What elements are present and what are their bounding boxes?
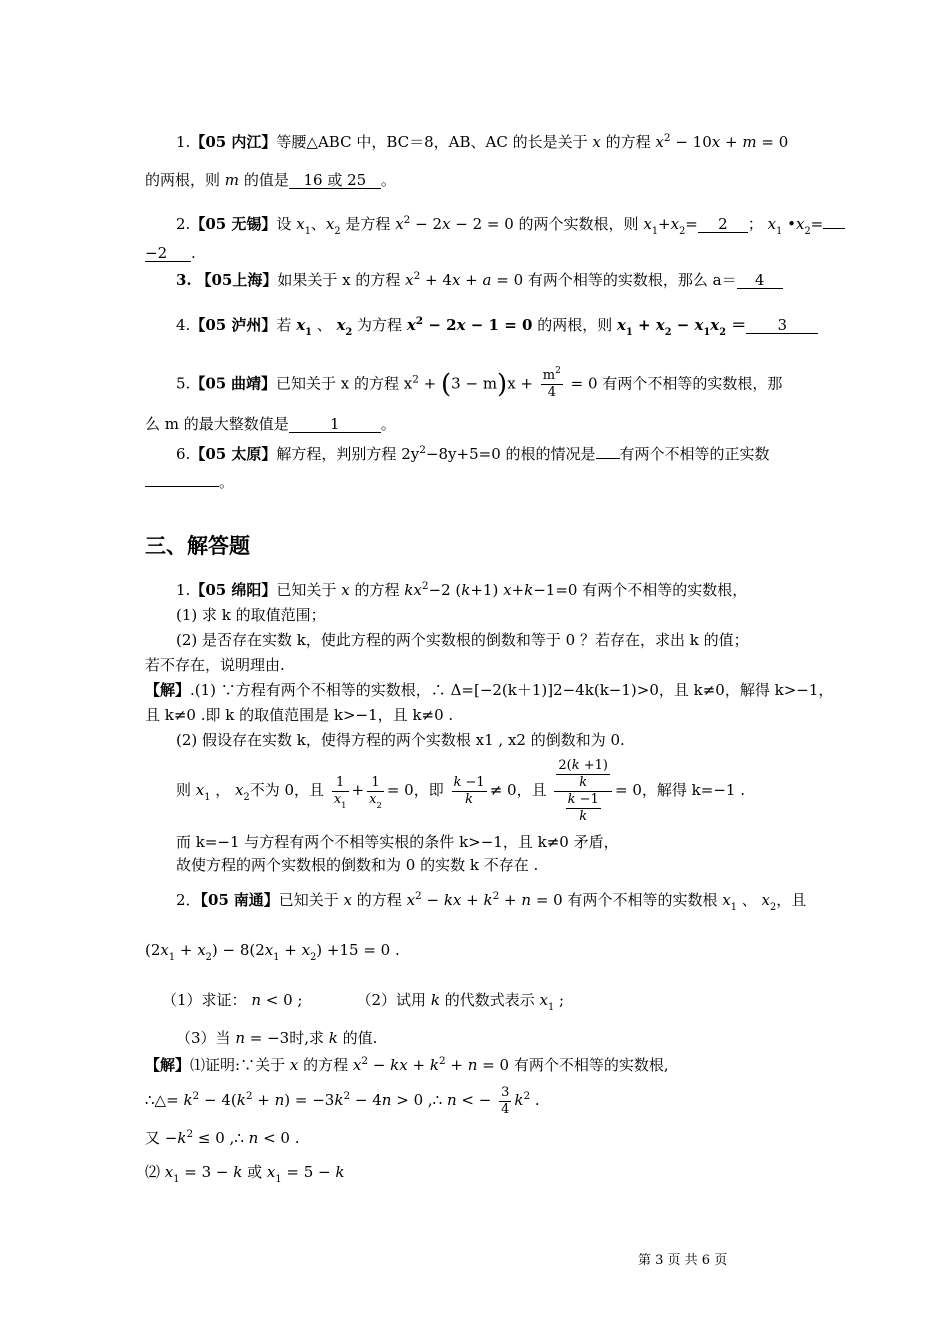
question-2-solution-line-1: 【解】⑴证明:∵关于 x 的方程 $x^2$ − kx + $k^2 + n = 0$ 有两个不相等的实数根, xyxy=(145,1055,669,1074)
question-2-parts-1-2: （1）求证： n < 0 ; （2）试用 k 的代数式表示 $x_1$ ; xyxy=(162,991,564,1013)
question-1-solution-line-3: (2) 假设存在实数 k，使得方程的两个实数根 x1 , x2 的倒数和为 0. xyxy=(176,731,625,749)
question-1-solution-line-2: 且 k≠0 .即 k 的取值范围是 k>−1，且 k≠0 . xyxy=(145,706,454,724)
page-footer: 第 3 页 共 6 页 xyxy=(638,1253,728,1268)
question-1-solution-line-4: 则 $x_1$ ， $x_2$不为 0，且 $\frac{1}{x_1}$ + $\frac{1}{x_2}$ = 0，即 $\frac{k -1}{k}$ ≠ 0，且 $\frac{2(k +1)}{k}$ $\frac{k -1}{k}$ = 0，解得 k=−1 . xyxy=(176,757,745,824)
fill-question-5-line-1: 5.【05 曲靖】已知关于 x 的方程 $x^2 + (3 - m)x$ + $\frac{m^2}{4}$ = 0 有两个不相等的实数根，那 xyxy=(176,366,783,400)
question-2-solution-line-3: 又 $-k^2 \le 0$ ,∴ n < 0 . xyxy=(145,1128,300,1147)
answer-blank xyxy=(596,440,620,459)
question-2-solution-line-2: ∴△= $k^2 - 4(k^2 + n) = -3k^2 - 4n > 0$ ,∴ n < − $\frac{3}{4}$ $k^2$ . xyxy=(145,1084,540,1117)
section-title: 三、解答题 xyxy=(145,534,250,558)
answer-blank: −2 xyxy=(145,243,191,262)
fill-question-2-line-2: −2 . xyxy=(145,244,196,262)
question-1-part-1: (1) 求 k 的取值范围； xyxy=(176,606,326,624)
question-1-solution-line-6: 故使方程的两个实数根的倒数和为 0 的实数 k 不存在 . xyxy=(176,856,539,874)
question-2-solution-line-4: ⑵ $x_1 = 3 - k$ 或 $x_1 = 5 - k$ xyxy=(145,1163,345,1185)
fill-question-2-line-1: 2.【05 无锡】设 $x_1$、$x_2$ 是方程 $x^2 - 2x - 2 = 0$ 的两个实数根，则 $x_1+x_2= 2$ ； $x_1$ $•x_2=$ xyxy=(176,210,845,234)
fill-question-6-line-2: 。 xyxy=(145,468,234,492)
fill-question-1-line-1: 1.【05 内江】等腰△ABC 中，BC＝8，AB、AC 的长是关于 x 的方程 $x^2 - 10x + m = 0$ xyxy=(176,132,789,151)
answer-blank xyxy=(145,468,219,487)
answer-blank: 2 xyxy=(698,214,748,233)
question-1-solution-line-1: 【解】.(1) ∵方程有两个不相等的实数根，∴ Δ=[−2(k＋1)]2−4k(k−1)>0，且 k≠0，解得 k>−1， xyxy=(145,681,834,699)
answer-blank: 4 xyxy=(737,270,783,289)
fill-question-5-line-2: 么 m 的最大整数值是 1 。 xyxy=(145,415,396,433)
question-1-part-2: (2) 是否存在实数 k，使此方程的两个实数根的倒数和等于 0 ？若存在，求出 k 的值； xyxy=(176,631,749,649)
question-1-solution-line-5: 而 k=−1 与方程有两个不相等实根的条件 k>−1，且 k≠0 矛盾， xyxy=(176,833,619,851)
question-2-stem: 2．【05 南通】已知关于 x 的方程 $x^2$ − kx + $k^2 + n = 0$ 有两个不相等的实数根 $x_1$ 、 $x_2$，且 xyxy=(176,890,807,913)
answer-blank xyxy=(823,210,845,229)
fill-question-3: 3. 【05上海】如果关于 x 的方程 $x^2 + 4x + a = 0$ 有两个相等的实数根，那么 a＝ 4 xyxy=(176,270,783,290)
question-1-part-2-cont: 若不存在，说明理由. xyxy=(145,656,285,674)
question-2-part-3: （3）当 n = −3时,求 k 的值. xyxy=(176,1029,378,1047)
question-1-stem: 1.【05 绵阳】已知关于 x 的方程 $kx^2-2$ (k+1) x+k−1=0 有两个不相等的实数根， xyxy=(176,580,748,599)
fill-question-1-line-2: 的两根，则 m 的值是 16 或 25 。 xyxy=(145,171,396,189)
fill-question-4: 4.【05 泸州】若 $x_1$ 、 $x_2$ 为方程 $x^2 - 2x - 1 = 0$ 的两根，则 $x_1 + x_2 - x_1x_2 = 3$ xyxy=(176,315,818,335)
fill-question-6-line-1: 6.【05 太原】解方程，判别方程 $2y^2-8y+5=0$ 的根的情况是 有两个不相等的正实数 xyxy=(176,440,770,464)
answer-blank: 1 xyxy=(289,414,381,433)
answer-blank: 16 或 25 xyxy=(289,170,381,189)
question-2-condition: $(2x_1 + x_2) - 8(2x_1 + x_2) +15 = 0$ . xyxy=(145,941,400,963)
answer-blank: 3 xyxy=(746,315,818,334)
